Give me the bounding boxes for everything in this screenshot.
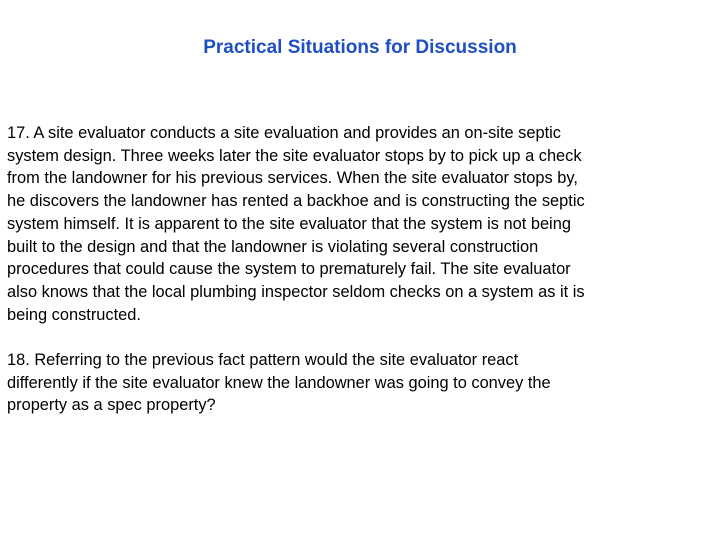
slide-body <box>7 122 715 417</box>
slide-title: Practical Situations for Discussion <box>203 37 517 58</box>
question-18-paragraph: 18. Referring to the previous fact pattern would the site evaluator react differently if the site evaluator knew the landowner was going to convey the property as a spec property? <box>7 351 551 415</box>
question-17-paragraph: 17. A site evaluator conducts a site evaluation and provides an on-site septic system design. Three weeks later the site evaluator stops by to pick up a check from the landowner for his previous services. When the site evaluator stops by, he discovers the landowner has rented a backhoe and is constructing the septic system himself. It is apparent to the site evaluator that the system is not being built to the design and that the landowner is violating several construction procedures that could cause the system to prematurely fail. The site evaluator also knows that the local plumbing inspector seldom checks on a system as it is being constructed. <box>7 124 585 324</box>
